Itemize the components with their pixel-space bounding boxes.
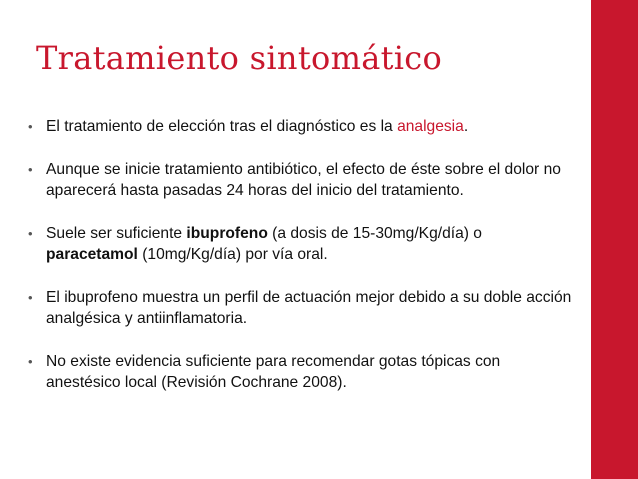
bold-term: ibuprofeno: [186, 225, 268, 242]
bullet-icon: •: [28, 290, 33, 305]
slide-title: Tratamiento sintomático: [36, 39, 443, 77]
accent-bar: [591, 0, 638, 479]
bullet-item: [26, 159, 574, 201]
bullet-item: [26, 287, 574, 329]
bold-term: paracetamol: [46, 246, 138, 263]
bullet-text: El ibuprofeno muestra un perfil de actuación mejor debido a su doble acción analgésica y antiinflamatoria.: [46, 289, 572, 327]
bullet-icon: •: [28, 354, 33, 369]
bullet-item: [26, 351, 574, 393]
bullet-item: [26, 223, 574, 265]
highlight-term: analgesia: [397, 118, 464, 135]
bullet-icon: •: [28, 162, 33, 177]
bullet-text: Aunque se inicie tratamiento antibiótico, el efecto de éste sobre el dolor no aparecerá hasta pasadas 24 horas del inicio del tratamiento.: [46, 161, 561, 199]
bullet-icon: •: [28, 226, 33, 241]
bullet-item: [26, 116, 574, 137]
bullet-text: El tratamiento de elección tras el diagnóstico es la analgesia.: [46, 118, 469, 135]
bullet-text: Suele ser suficiente ibuprofeno (a dosis de 15-30mg/Kg/día) o paracetamol (10mg/Kg/día) por vía oral.: [46, 225, 482, 263]
bullet-list: [26, 116, 574, 415]
bullet-text: No existe evidencia suficiente para recomendar gotas tópicas con anestésico local (Revisión Cochrane 2008).: [46, 353, 501, 391]
bullet-icon: •: [28, 119, 33, 134]
